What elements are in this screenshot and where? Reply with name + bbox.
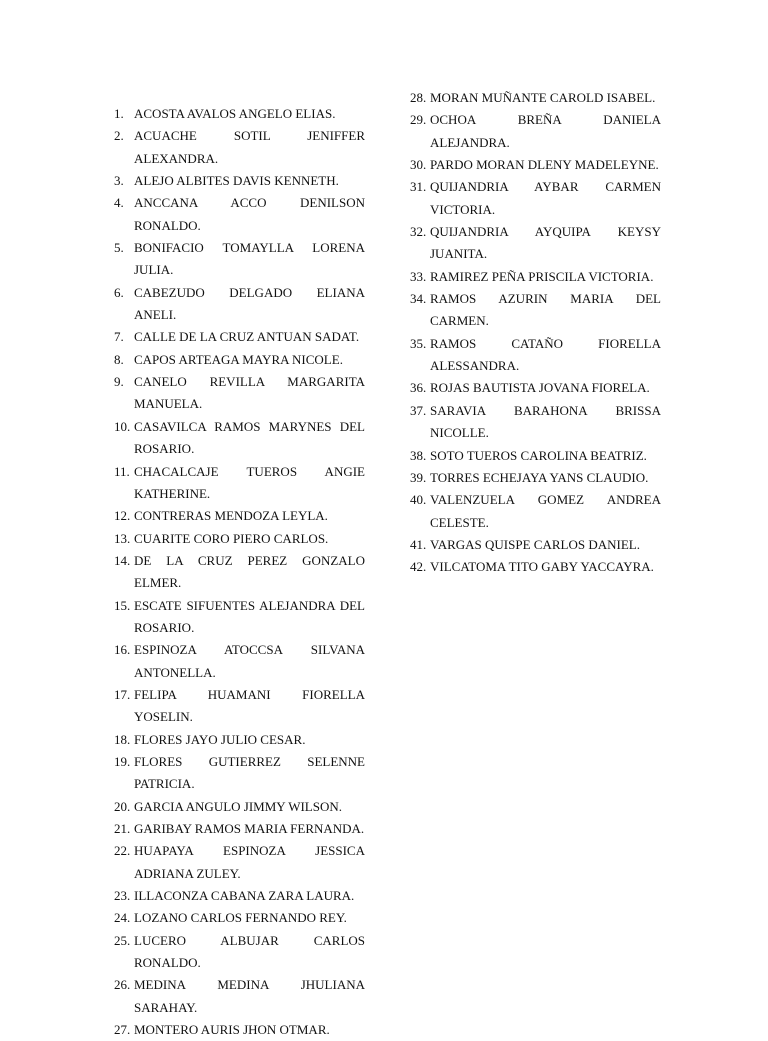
list-item-number: 24.	[114, 910, 131, 926]
list-item-number: 28.	[410, 90, 427, 105]
list-item-name: ACOSTA AVALOS ANGELO ELIAS.	[134, 106, 336, 121]
list-item-name: CONTRERAS MENDOZA LEYLA.	[134, 508, 328, 524]
list-item-number: 32.	[410, 224, 427, 240]
list-item-name: QUIJANDRIA AYBAR CARMEN VICTORIA.	[430, 179, 661, 217]
list-item-name: BONIFACIO TOMAYLLA LORENA JULIA.	[134, 240, 365, 278]
list-item	[114, 729, 365, 751]
list-item-number: 41.	[410, 536, 427, 552]
list-item	[410, 467, 661, 489]
list-item	[410, 556, 661, 578]
list-item-number: 38.	[410, 447, 427, 463]
list-item-name: DE LA CRUZ PEREZ GONZALO ELMER.	[134, 552, 365, 591]
list-item-number: 36.	[410, 380, 427, 396]
list-item-number: 26.	[114, 977, 131, 993]
list-item-number: 2.	[114, 128, 124, 144]
list-item-name: RAMOS CATAÑO FIORELLA ALESSANDRA.	[430, 335, 661, 374]
list-item-name: OCHOA BREÑA DANIELA ALEJANDRA.	[430, 112, 661, 150]
list-item-name: MONTERO AURIS JHON OTMAR.	[134, 1022, 330, 1038]
list-item-name: LUCERO ALBUJAR CARLOS RONALDO.	[134, 932, 365, 971]
list-item-name: LOZANO CARLOS FERNANDO REY.	[134, 910, 347, 926]
list-item	[114, 1019, 365, 1041]
list-item	[410, 534, 661, 556]
list-item-number: 5.	[114, 240, 124, 256]
list-item-number: 19.	[114, 753, 131, 769]
student-list-right-column	[410, 87, 661, 579]
list-item-name: RAMOS AZURIN MARIA DEL CARMEN.	[430, 291, 661, 329]
list-item-name: GARCIA ANGULO JIMMY WILSON.	[134, 798, 343, 814]
list-item-number: 12.	[114, 508, 131, 524]
list-item-name: MORAN MUÑANTE CAROLD ISABEL.	[430, 90, 656, 105]
list-item-name: CAPOS ARTEAGA MAYRA NICOLE.	[134, 351, 343, 367]
list-item-number: 16.	[114, 642, 131, 658]
list-item-number: 29.	[410, 112, 427, 128]
list-item	[114, 371, 365, 416]
list-item-name: ANCCANA ACCO DENILSON RONALDO.	[134, 195, 365, 233]
list-item-number: 39.	[410, 469, 427, 485]
list-item-number: 34.	[410, 291, 427, 307]
list-item	[410, 400, 661, 445]
list-item	[114, 930, 365, 975]
list-item	[114, 550, 365, 595]
list-item	[114, 125, 365, 170]
list-item	[114, 192, 365, 237]
list-item	[114, 282, 365, 327]
list-item	[410, 288, 661, 333]
list-item	[114, 595, 365, 640]
list-item	[114, 684, 365, 729]
list-item	[410, 489, 661, 534]
list-item-name: FELIPA HUAMANI FIORELLA YOSELIN.	[134, 686, 365, 725]
list-item-name: CALLE DE LA CRUZ ANTUAN SADAT.	[134, 329, 360, 345]
list-item	[114, 907, 365, 929]
list-item	[114, 751, 365, 796]
list-item-name: CUARITE CORO PIERO CARLOS.	[134, 530, 329, 546]
list-item-name: PARDO MORAN DLENY MADELEYNE.	[430, 157, 659, 173]
list-item	[114, 796, 365, 818]
list-item-name: CANELO REVILLA MARGARITA MANUELA.	[134, 374, 365, 412]
list-item-name: GARIBAY RAMOS MARIA FERNANDA.	[134, 821, 365, 836]
list-item-name: RAMIREZ PEÑA PRISCILA VICTORIA.	[430, 268, 654, 284]
list-item-name: QUIJANDRIA AYQUIPA KEYSY JUANITA.	[430, 224, 661, 262]
list-item	[410, 154, 661, 176]
list-item	[114, 103, 365, 125]
list-item	[114, 461, 365, 506]
list-item	[114, 416, 365, 461]
list-item-number: 30.	[410, 157, 427, 173]
list-item	[114, 974, 365, 1019]
list-item	[410, 221, 661, 266]
student-list-left-column	[114, 103, 365, 1041]
list-item	[410, 176, 661, 221]
list-item-number: 8.	[114, 351, 124, 367]
list-item	[114, 349, 365, 371]
list-item-name: VARGAS QUISPE CARLOS DANIEL.	[430, 536, 640, 552]
list-item-number: 20.	[114, 798, 131, 814]
list-item	[114, 170, 365, 192]
list-item-number: 42.	[410, 559, 427, 575]
list-item	[114, 237, 365, 282]
list-item-number: 11.	[114, 463, 130, 479]
list-item-number: 21.	[114, 821, 131, 836]
list-item-name: HUAPAYA ESPINOZA JESSICA ADRIANA ZULEY.	[134, 843, 365, 881]
list-item-name: FLORES JAYO JULIO CESAR.	[134, 731, 306, 747]
list-item-name: CASAVILCA RAMOS MARYNES DEL ROSARIO.	[134, 418, 365, 457]
list-item-name: SOTO TUEROS CAROLINA BEATRIZ.	[430, 447, 647, 463]
list-item-name: ESPINOZA ATOCCSA SILVANA ANTONELLA.	[134, 642, 365, 680]
list-item	[114, 639, 365, 684]
list-item-number: 17.	[114, 686, 131, 702]
list-item	[114, 885, 365, 907]
list-item-name: ACUACHE SOTIL JENIFFER ALEXANDRA.	[134, 128, 365, 166]
list-item-name: FLORES GUTIERREZ SELENNE PATRICIA.	[134, 753, 365, 792]
list-item-number: 37.	[410, 402, 427, 418]
list-item-name: CHACALCAJE TUEROS ANGIE KATHERINE.	[134, 463, 365, 501]
list-item-name: CABEZUDO DELGADO ELIANA ANELI.	[134, 284, 365, 323]
list-item	[410, 333, 661, 378]
list-item-number: 31.	[410, 179, 427, 195]
list-item-number: 13.	[114, 530, 131, 546]
list-item	[114, 505, 365, 527]
list-item	[410, 377, 661, 399]
list-item	[410, 87, 661, 109]
list-item-number: 40.	[410, 492, 427, 508]
list-item	[114, 528, 365, 550]
list-item-number: 25.	[114, 932, 131, 948]
list-item-number: 27.	[114, 1022, 131, 1038]
list-item-number: 4.	[114, 195, 124, 211]
list-item-number: 23.	[114, 888, 131, 904]
list-item	[114, 818, 365, 840]
list-item	[114, 326, 365, 348]
list-item-name: ALEJO ALBITES DAVIS KENNETH.	[134, 173, 339, 189]
list-item-name: ILLACONZA CABANA ZARA LAURA.	[134, 888, 355, 904]
list-item-number: 10.	[114, 418, 131, 434]
list-item	[410, 109, 661, 154]
list-item-number: 15.	[114, 597, 131, 613]
list-item-number: 7.	[114, 329, 124, 345]
list-item-name: VILCATOMA TITO GABY YACCAYRA.	[430, 559, 654, 575]
list-item	[410, 445, 661, 467]
list-item-number: 18.	[114, 731, 131, 747]
list-item-name: TORRES ECHEJAYA YANS CLAUDIO.	[430, 469, 649, 485]
list-item-number: 3.	[114, 173, 124, 189]
list-item-number: 6.	[114, 284, 124, 300]
list-item-name: ROJAS BAUTISTA JOVANA FIORELA.	[430, 380, 650, 396]
list-item-number: 22.	[114, 843, 131, 859]
list-item-number: 1.	[114, 106, 124, 121]
list-item-name: SARAVIA BARAHONA BRISSA NICOLLE.	[430, 402, 661, 441]
list-item	[114, 840, 365, 885]
list-item-number: 33.	[410, 268, 427, 284]
list-item-number: 35.	[410, 335, 427, 351]
list-item-number: 14.	[114, 552, 131, 568]
list-item-number: 9.	[114, 374, 124, 390]
list-item-name: VALENZUELA GOMEZ ANDREA CELESTE.	[430, 492, 661, 530]
list-item	[410, 266, 661, 288]
list-item-name: ESCATE SIFUENTES ALEJANDRA DEL ROSARIO.	[134, 597, 365, 635]
list-item-name: MEDINA MEDINA JHULIANA SARAHAY.	[134, 977, 365, 1015]
